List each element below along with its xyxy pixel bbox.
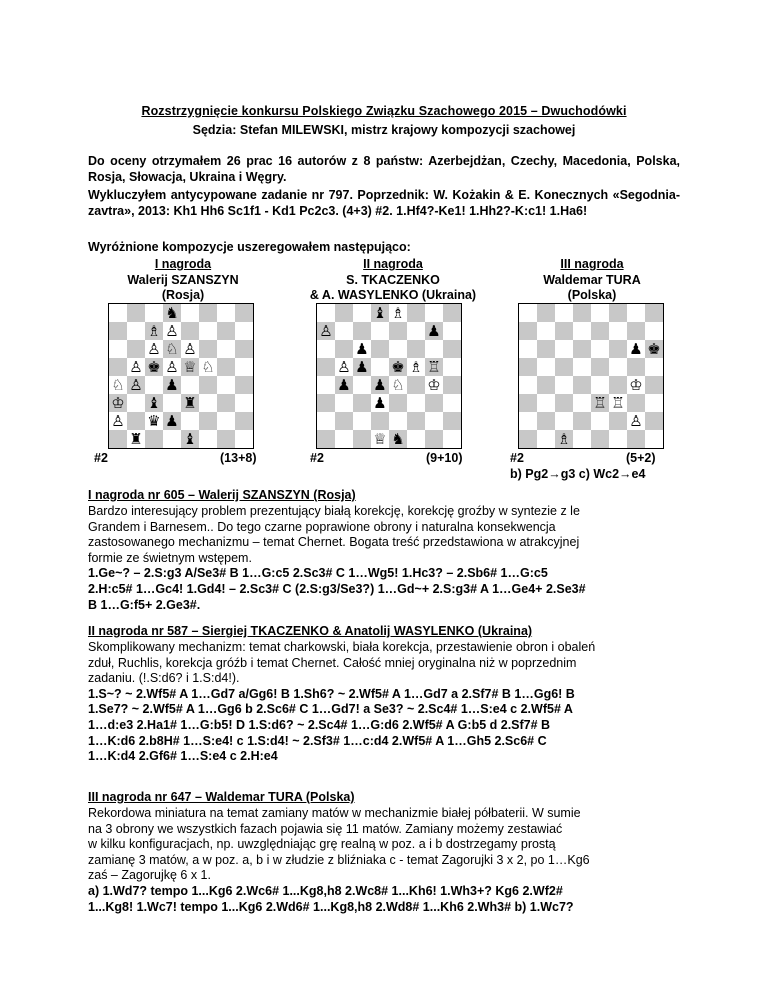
board-square (645, 322, 663, 340)
board-square (443, 322, 461, 340)
board-square (181, 430, 199, 448)
board-square (519, 340, 537, 358)
board-square (217, 340, 235, 358)
prize-1-rank: I nagroda (154, 257, 212, 271)
board-square (145, 322, 163, 340)
board-square (127, 394, 145, 412)
board-square (371, 394, 389, 412)
section-3-text-line: na 3 obrony we wszystkich fazach pojawia się 11 matów. Zamiany możemy zestawiać (88, 821, 563, 836)
board-square (573, 340, 591, 358)
board-square (443, 430, 461, 448)
board-square (389, 376, 407, 394)
section-1-solution-line: 1.Ge~? – 2.S:g3 A/Se3# B 1…G:c5 2.Sc3# C 1…Wg5! 1.Hc3? – 2.Sb6# 1…G:c5 (88, 566, 548, 581)
board-square (235, 358, 253, 376)
board-square (199, 412, 217, 430)
chess-piece-icon: ♟ (427, 322, 441, 340)
chess-piece-icon: ♘ (201, 358, 215, 376)
board-square (573, 394, 591, 412)
board-square (425, 376, 443, 394)
board-square (407, 412, 425, 430)
board-square (353, 394, 371, 412)
board-square (389, 412, 407, 430)
board-square (317, 358, 335, 376)
board-square (627, 340, 645, 358)
board-square (537, 412, 555, 430)
board-square (555, 322, 573, 340)
board-square (181, 376, 199, 394)
section-3-text-line: w kilku konfiguracjach, np. uwzględniając grę realną w poz. a i b dostrzegamy prostą (88, 837, 556, 852)
section-1-body (88, 504, 680, 613)
chess-piece-icon: ♙ (147, 340, 161, 358)
board-square (109, 430, 127, 448)
board-square (109, 304, 127, 322)
board-square (317, 322, 335, 340)
board-square (591, 358, 609, 376)
board-square (645, 412, 663, 430)
chess-piece-icon: ♙ (165, 358, 179, 376)
board-square (317, 340, 335, 358)
board-square (235, 322, 253, 340)
board-square (609, 340, 627, 358)
chess-piece-icon: ♘ (165, 340, 179, 358)
board-square (181, 394, 199, 412)
chess-piece-icon: ♟ (165, 412, 179, 430)
board-square (199, 322, 217, 340)
section-2-solution-line: 1…K:d4 2.Gf6# 1…S:e4 c 2.H:e4 (88, 749, 278, 764)
board-square (163, 412, 181, 430)
prize-3-rank: III nagroda (560, 257, 624, 271)
board-square (537, 322, 555, 340)
board-square (573, 358, 591, 376)
board-square (217, 394, 235, 412)
chess-piece-icon: ♟ (355, 340, 369, 358)
board-square (199, 376, 217, 394)
board-square (181, 340, 199, 358)
section-2-heading: II nagroda nr 587 – Siergiej TKACZENKO & Anatolij WASYLENKO (Ukraina) (88, 624, 533, 638)
diagram-2-stipulation: #2 (310, 451, 324, 465)
board-square (163, 304, 181, 322)
chess-piece-icon: ♝ (147, 394, 161, 412)
board-square (555, 376, 573, 394)
board-square (627, 412, 645, 430)
chess-piece-icon: ♗ (391, 304, 405, 322)
diagram-3-twins: b) Pg2→g3 c) Wc2→e4 (510, 467, 646, 481)
board-square (335, 394, 353, 412)
board-square (127, 322, 145, 340)
board-square (443, 394, 461, 412)
section-3-text-line: zaś – Zagorujkę 6 x 1. (88, 868, 211, 883)
section-1-text-line: zastosowanego mechanizmu – temat Chernet. Bogata treść przedstawiona w atrakcyjnej (88, 535, 580, 550)
board-square (389, 394, 407, 412)
chess-piece-icon: ♖ (593, 394, 607, 412)
board-square (181, 322, 199, 340)
board-square (163, 358, 181, 376)
chess-piece-icon: ♙ (111, 412, 125, 430)
board-square (145, 430, 163, 448)
board-square (335, 358, 353, 376)
board-square (425, 412, 443, 430)
board-square (407, 394, 425, 412)
chess-piece-icon: ♗ (557, 430, 571, 448)
board-square (407, 358, 425, 376)
chess-piece-icon: ♙ (337, 358, 351, 376)
board-square (199, 394, 217, 412)
board-square (645, 358, 663, 376)
board-square (573, 430, 591, 448)
board-square (127, 376, 145, 394)
board-square (235, 340, 253, 358)
board-square (645, 376, 663, 394)
chess-piece-icon: ♟ (629, 340, 643, 358)
board-square (555, 304, 573, 322)
chess-piece-icon: ♚ (147, 358, 161, 376)
section-2-solution-line: 1.S~? ~ 2.Wf5# A 1…Gd7 a/Gg6! B 1.Sh6? ~ 2.Wf5# A 1…Gd7 a 2.Sf7# B 1…Gg6! B (88, 686, 575, 701)
board-square (317, 430, 335, 448)
board-square (425, 358, 443, 376)
section-1-text-line: formie ze świetnym wstępem. (88, 550, 252, 565)
chess-piece-icon: ♖ (611, 394, 625, 412)
board-square (555, 358, 573, 376)
board-square (217, 358, 235, 376)
board-square (109, 412, 127, 430)
board-square (519, 304, 537, 322)
board-square (627, 358, 645, 376)
chess-piece-icon: ♙ (183, 340, 197, 358)
section-2-solution-line: 1.Se7? ~ 2.Wf5# A 1…Gg6 b 2.Sc6# C 1…Gd7! a Se3? ~ 2.Sc4# 1…S:e4 c 2.Wf5# A (88, 702, 573, 717)
board-square (591, 376, 609, 394)
board-square (407, 430, 425, 448)
chess-piece-icon: ♝ (373, 304, 387, 322)
board-square (353, 340, 371, 358)
board-square (235, 430, 253, 448)
board-square (609, 358, 627, 376)
board-square (163, 340, 181, 358)
board-square (407, 340, 425, 358)
prize-1-country: (Rosja) (161, 288, 205, 302)
board-square (609, 322, 627, 340)
board-square (591, 304, 609, 322)
chess-piece-icon: ♗ (409, 358, 423, 376)
prize-1-header (88, 257, 278, 304)
board-square (181, 358, 199, 376)
prize-1-author: Walerij SZANSZYN (127, 272, 239, 287)
prize-3-country: (Polska) (567, 288, 617, 302)
board-square (235, 412, 253, 430)
board-square (235, 304, 253, 322)
board-square (353, 304, 371, 322)
chess-piece-icon: ♟ (355, 358, 369, 376)
chess-piece-icon: ♞ (165, 304, 179, 322)
board-square (519, 412, 537, 430)
board-square (217, 376, 235, 394)
board-square (609, 430, 627, 448)
board-square (573, 376, 591, 394)
board-square (573, 304, 591, 322)
board-square (407, 376, 425, 394)
section-3-solution-line: a) 1.Wd7? tempo 1...Kg6 2.Wc6# 1...Kg8,h8 2.Wc8# 1...Kh6! 1.Wh3+? Kg6 2.Wf2# (88, 883, 563, 898)
section-2-body (88, 640, 680, 765)
board-square (425, 322, 443, 340)
board-square (537, 430, 555, 448)
board-square (555, 430, 573, 448)
board-square (217, 412, 235, 430)
board-square (645, 394, 663, 412)
chess-diagram-3 (518, 303, 664, 449)
board-square (145, 376, 163, 394)
board-square (145, 412, 163, 430)
board-square (217, 322, 235, 340)
board-square (235, 394, 253, 412)
board-square (389, 322, 407, 340)
board-square (127, 430, 145, 448)
board-square (317, 412, 335, 430)
board-square (407, 304, 425, 322)
board-square (555, 412, 573, 430)
board-square (181, 412, 199, 430)
board-square (109, 394, 127, 412)
document-title: Rozstrzygnięcie konkursu Polskiego Związku Szachowego 2015 – Dwuchodówki (141, 104, 627, 118)
board-square (235, 376, 253, 394)
section-3-text-line: zamianę 3 matów, a w poz. a, b i w złudzie z bliźniaka c - temat Zagorujki 3 x 2, po 1…Kg6 (88, 852, 590, 867)
chess-piece-icon: ♟ (337, 376, 351, 394)
section-1-solution-line: 2.H:c5# 1…Gc4! 1.Gd4! – 2.Sc3# C (2.S:g3/Se3?) 1…Gd~+ 2.S:g3# A 1…Ge4+ 2.Se3# (88, 581, 586, 596)
board-square (145, 394, 163, 412)
board-square (163, 394, 181, 412)
board-square (335, 412, 353, 430)
board-square (443, 376, 461, 394)
board-square (443, 358, 461, 376)
chess-piece-icon: ♙ (129, 358, 143, 376)
chess-piece-icon: ♙ (319, 322, 333, 340)
board-square (555, 340, 573, 358)
judge-line: Sędzia: Stefan MILEWSKI, mistrz krajowy kompozycji szachowej (192, 123, 576, 137)
chess-piece-icon: ♔ (427, 376, 441, 394)
board-square (163, 430, 181, 448)
board-square (627, 376, 645, 394)
board-square (371, 376, 389, 394)
intro-paragraph-3: Wyróżnione kompozycje uszeregowałem następująco: (88, 240, 411, 254)
intro-paragraph-2: Wykluczyłem antycypowane zadanie nr 797. Poprzednik: W. Kożakin & E. Konecznych «Segodnia-zavtra», 2013: Kh1 Hh6 Sc1f1 - Kd1 Pc2c3. (4+3) #2. 1.Hf4?-Ke1! 1.Hh2?-K:c1! 1.Ha6! (88, 188, 680, 218)
board-square (609, 412, 627, 430)
board-square (443, 340, 461, 358)
chess-piece-icon: ♔ (111, 394, 125, 412)
board-square (389, 304, 407, 322)
board-square (163, 322, 181, 340)
section-1-heading: I nagroda nr 605 – Walerij SZANSZYN (Rosja) (88, 488, 356, 502)
board-square (627, 394, 645, 412)
board-square (609, 376, 627, 394)
board-square (627, 430, 645, 448)
chess-piece-icon: ♘ (391, 376, 405, 394)
board-square (317, 376, 335, 394)
board-square (407, 322, 425, 340)
board-square (199, 430, 217, 448)
chess-piece-icon: ♔ (629, 376, 643, 394)
board-square (145, 304, 163, 322)
section-1-text-line: Bardzo interesujący problem prezentujący białą korekcję, korekcję groźby w syntezie z le (88, 504, 580, 518)
board-square (389, 358, 407, 376)
board-square (425, 304, 443, 322)
intro-paragraph-1: Do oceny otrzymałem 26 prac 16 autorów z 8 państw: Azerbejdżan, Czechy, Macedonia, Polska, Rosja, Słowacja, Ukraina i Węgry. (88, 154, 680, 184)
chess-piece-icon: ♙ (165, 322, 179, 340)
board-square (353, 412, 371, 430)
diagram-1-count: (13+8) (220, 451, 257, 465)
board-square (609, 394, 627, 412)
board-square (425, 340, 443, 358)
board-square (519, 394, 537, 412)
board-square (519, 376, 537, 394)
diagram-3-stipulation: #2 (510, 451, 524, 465)
board-square (371, 412, 389, 430)
board-square (109, 376, 127, 394)
chess-piece-icon: ♟ (373, 376, 387, 394)
section-2-text-line: Skomplikowany mechanizm: temat charkowski, biała korekcja, przestawienie obron i obaleń (88, 640, 596, 654)
board-square (519, 430, 537, 448)
board-square (335, 322, 353, 340)
board-square (335, 376, 353, 394)
board-square (443, 304, 461, 322)
board-square (537, 340, 555, 358)
board-square (591, 340, 609, 358)
chess-diagram-1 (108, 303, 254, 449)
board-square (389, 340, 407, 358)
board-square (519, 322, 537, 340)
board-square (443, 412, 461, 430)
board-square (353, 376, 371, 394)
section-3-solution-line: 1...Kg8! 1.Wc7! tempo 1...Kg6 2.Wd6# 1...Kg8,h8 2.Wd8# 1...Kh6 2.Wh3# b) 1.Wc7? (88, 899, 574, 914)
board-square (199, 304, 217, 322)
board-square (371, 322, 389, 340)
board-square (109, 340, 127, 358)
chess-piece-icon: ♕ (183, 358, 197, 376)
board-square (217, 304, 235, 322)
board-square (519, 358, 537, 376)
board-square (591, 412, 609, 430)
board-square (199, 358, 217, 376)
board-square (353, 358, 371, 376)
chess-piece-icon: ♙ (129, 376, 143, 394)
board-square (199, 340, 217, 358)
board-square (335, 304, 353, 322)
chess-piece-icon: ♖ (427, 358, 441, 376)
board-square (145, 340, 163, 358)
board-square (317, 304, 335, 322)
board-square (591, 322, 609, 340)
board-square (335, 340, 353, 358)
board-square (353, 322, 371, 340)
chess-piece-icon: ♚ (391, 358, 405, 376)
section-2-text-line: zduł, Ruchlis, korekcja gróźb i temat Chernet. Całość mniej oryginalna niż w poprzednim (88, 655, 577, 670)
diagram-1-stipulation: #2 (94, 451, 108, 465)
section-3-heading: III nagroda nr 647 – Waldemar TURA (Polska) (88, 790, 355, 804)
board-square (425, 394, 443, 412)
board-square (627, 304, 645, 322)
chess-piece-icon: ♟ (165, 376, 179, 394)
prize-2-author: S. TKACZENKO (346, 272, 440, 287)
board-square (335, 430, 353, 448)
prize-2-country: & A. WASYLENKO (Ukraina) (309, 288, 477, 302)
diagram-2-count: (9+10) (426, 451, 463, 465)
board-square (627, 322, 645, 340)
chess-diagram-2 (316, 303, 462, 449)
board-square (163, 376, 181, 394)
board-square (371, 430, 389, 448)
board-square (317, 394, 335, 412)
chess-piece-icon: ♟ (373, 394, 387, 412)
chess-piece-icon: ♞ (391, 430, 405, 448)
board-square (181, 304, 199, 322)
board-square (109, 322, 127, 340)
prize-2-rank: II nagroda (363, 257, 423, 271)
section-3-body (88, 806, 680, 915)
board-square (555, 394, 573, 412)
chess-piece-icon: ♜ (183, 394, 197, 412)
board-square (127, 358, 145, 376)
board-square (127, 340, 145, 358)
section-1-text-line: Grandem i Barnesem.. Do tego czarne poprawione obrony i naturalna konsekwencja (88, 519, 556, 534)
board-square (145, 358, 163, 376)
prize-2-header (288, 257, 498, 304)
chess-piece-icon: ♕ (373, 430, 387, 448)
chess-piece-icon: ♛ (147, 412, 161, 430)
board-square (537, 358, 555, 376)
board-square (645, 304, 663, 322)
prize-3-author: Waldemar TURA (543, 272, 641, 287)
section-3-text-line: Rekordowa miniatura na temat zamiany matów w mechanizmie białej półbaterii. W sumie (88, 806, 581, 820)
board-square (645, 430, 663, 448)
board-square (371, 358, 389, 376)
board-square (217, 430, 235, 448)
section-2-text-line: zadaniu. (!.S:d6? i 1.S:d4!). (88, 671, 240, 686)
diagram-3-count: (5+2) (626, 451, 656, 465)
board-square (353, 430, 371, 448)
chess-piece-icon: ♚ (647, 340, 661, 358)
section-2-solution-line: 1…K:d6 2.b8H# 1…S:e4! c 1.S:d4! ~ 2.Sf3# 1…c:d4 2.Wf5# A 1…Gh5 2.Sc6# C (88, 733, 547, 748)
board-square (537, 376, 555, 394)
board-square (573, 412, 591, 430)
chess-piece-icon: ♝ (183, 430, 197, 448)
board-square (591, 394, 609, 412)
board-square (109, 358, 127, 376)
board-square (127, 304, 145, 322)
board-square (371, 340, 389, 358)
board-square (537, 394, 555, 412)
board-square (645, 340, 663, 358)
chess-piece-icon: ♙ (629, 412, 643, 430)
prize-3-header (502, 257, 682, 304)
board-square (573, 322, 591, 340)
board-square (371, 304, 389, 322)
chess-piece-icon: ♜ (129, 430, 143, 448)
board-square (537, 304, 555, 322)
board-square (591, 430, 609, 448)
board-square (127, 412, 145, 430)
chess-piece-icon: ♘ (111, 376, 125, 394)
board-square (425, 430, 443, 448)
chess-piece-icon: ♗ (147, 322, 161, 340)
board-square (389, 430, 407, 448)
section-1-solution-line: B 1…G:f5+ 2.Ge3#. (88, 597, 201, 612)
section-2-solution-line: 1…d:e3 2.Ha1# 1…G:b5! D 1.S:d6? ~ 2.Sc4# 1…G:d6 2.Wf5# A G:b5 d 2.Sf7# B (88, 717, 551, 732)
board-square (609, 304, 627, 322)
